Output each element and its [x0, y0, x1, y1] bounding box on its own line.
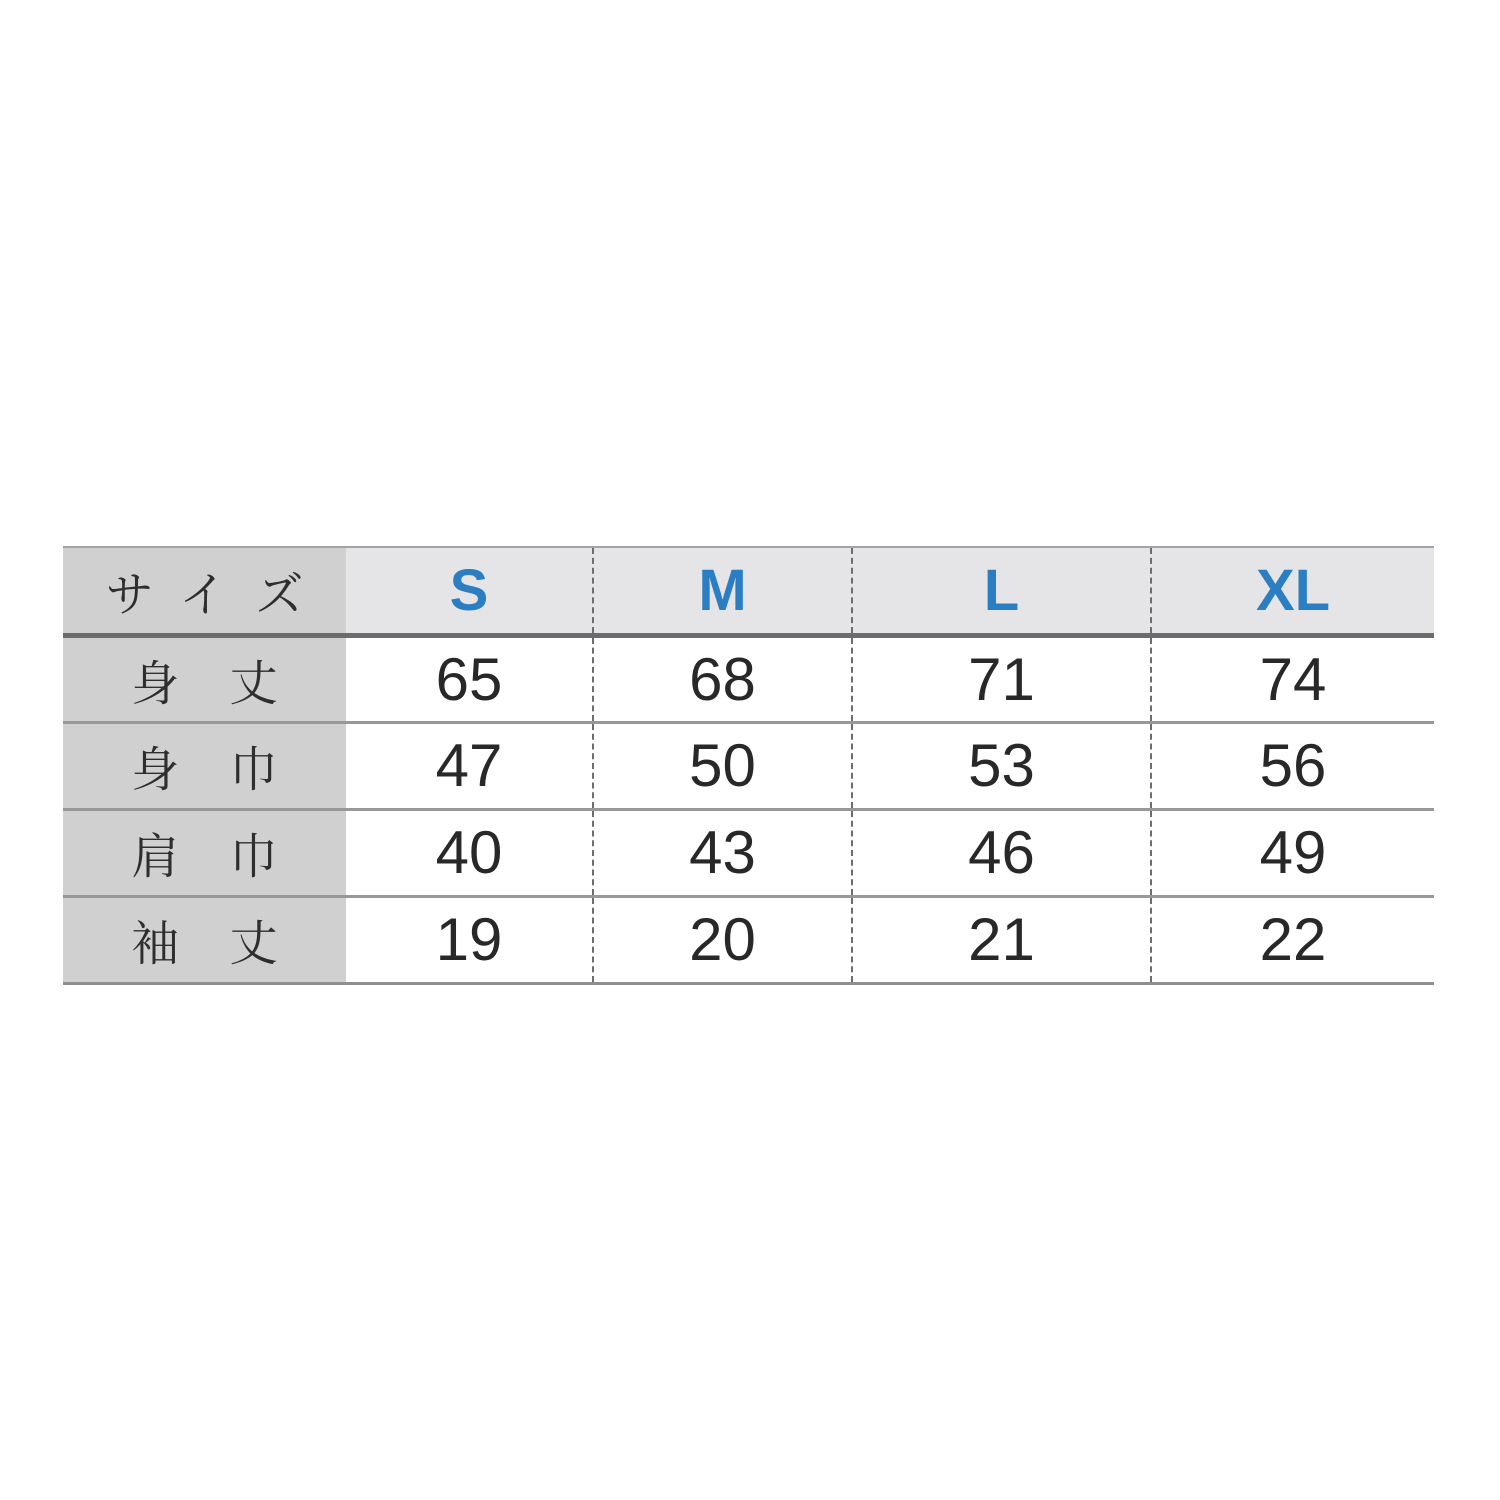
- value-cell: 53: [852, 722, 1151, 809]
- size-header-label: サイズ: [105, 568, 333, 622]
- table-row-body-width: [63, 722, 1434, 809]
- table-row-shoulder-width: [63, 809, 1434, 896]
- row-label-body-width: [63, 722, 346, 809]
- row-label-body-length: [63, 635, 346, 722]
- value-cell: 68: [593, 635, 852, 722]
- size-chart-table: [63, 546, 1434, 985]
- value-cell: 20: [593, 896, 852, 983]
- value-cell: 22: [1151, 896, 1434, 983]
- row-label-shoulder-width: [63, 809, 346, 896]
- column-header-l: L: [852, 547, 1151, 635]
- column-header-m: M: [593, 547, 852, 635]
- value-cell: 46: [852, 809, 1151, 896]
- row-label-text: 肩巾: [131, 831, 329, 884]
- row-label-text: 身巾: [131, 744, 329, 797]
- value-cell: 43: [593, 809, 852, 896]
- size-header-cell: [63, 547, 346, 635]
- value-cell: 65: [346, 635, 593, 722]
- row-label-text: 袖丈: [131, 918, 329, 971]
- value-cell: 74: [1151, 635, 1434, 722]
- value-cell: 40: [346, 809, 593, 896]
- table-row-sleeve-length: [63, 896, 1434, 983]
- value-cell: 50: [593, 722, 852, 809]
- value-cell: 71: [852, 635, 1151, 722]
- table-row-body-length: [63, 635, 1434, 722]
- value-cell: 49: [1151, 809, 1434, 896]
- value-cell: 56: [1151, 722, 1434, 809]
- row-label-sleeve-length: [63, 896, 346, 983]
- value-cell: 47: [346, 722, 593, 809]
- value-cell: 19: [346, 896, 593, 983]
- column-header-xl: XL: [1151, 547, 1434, 635]
- header-row: [63, 547, 1434, 635]
- value-cell: 21: [852, 896, 1151, 983]
- column-header-s: S: [346, 547, 593, 635]
- row-label-text: 身丈: [131, 657, 329, 711]
